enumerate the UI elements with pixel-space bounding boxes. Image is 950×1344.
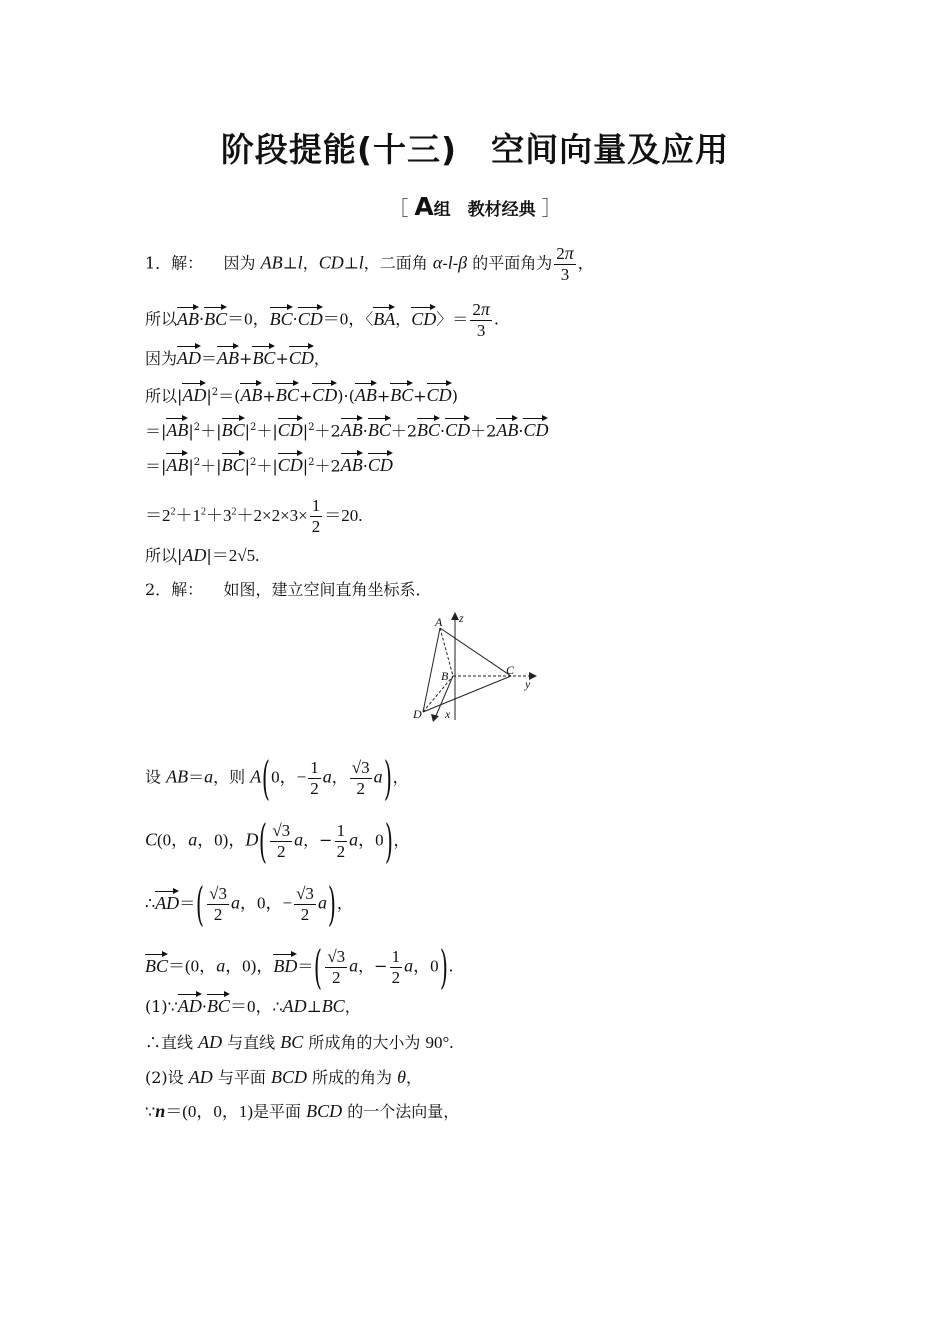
p1-line5: $=|AB|^2+|BC|^2+|CD|^2+2AB\cdot BC+2BC\cdot CD+2AB\cdot CD$ [145, 420, 549, 441]
label-D: D [413, 707, 422, 721]
p2-line8: (2)设 AD 与平面 BCD 所成的角为 θ， [145, 1067, 422, 1087]
p1-line6: $=|AB|^2+|BC|^2+|CD|^2+2AB\cdot CD$ [145, 455, 393, 476]
p2-line1: 2．解： 如图，建立空间直角坐标系． [145, 580, 432, 599]
p1-line1: 1．解： 因为 AB⊥l，CD⊥l，二面角 α-l-β 的平面角为 $\frac{2\pi}{3}$ ， [145, 243, 594, 284]
p2-line5: BC＝(0，a，0)，BD＝( $\frac{√3}{2}$ a，− $\frac{1}{2}$ a，0). [145, 940, 454, 994]
label-C: C [506, 663, 515, 677]
label-x: x [445, 707, 451, 721]
coordinate-figure [405, 610, 545, 725]
p2-line3: C(0，a，0)，D( $\frac{√3}{2}$ a，− $\frac{1}{2}$ a，0)， [145, 814, 410, 868]
p2-line6: (1)∵AD·BC＝0，∴AD⊥BC， [145, 996, 361, 1016]
page-title: 阶段提能(十三) 空间向量及应用 [220, 130, 730, 169]
label-B: B [441, 669, 449, 683]
label-z: z [459, 611, 464, 625]
p1-line2: 所以AB·BC＝0，BC·CD＝0，〈BA，CD〉＝ $\frac{2\pi}{3}$ . [145, 299, 499, 340]
p2-line7: ∴直线 AD 与直线 BC 所成角的大小为 90°. [145, 1032, 454, 1052]
p2-line9: ∵n＝(0，0，1)是平面 BCD 的一个法向量， [145, 1101, 460, 1121]
p1-line7: $=2^2+1^2+3^2+2\times 2\times 3\times$ $\frac{1}{2}$ ＝20. [145, 496, 363, 536]
p1-line3: 因为AD＝AB+BC+CD， [145, 348, 330, 368]
label-A: A [435, 615, 443, 629]
section-heading: ［ A组 教材经典 ］ [388, 192, 562, 221]
label-y: y [525, 677, 531, 691]
p1-line8: 所以|AD|＝2√5. [145, 545, 260, 565]
p2-line4: ∴AD＝( $\frac{√3}{2}$ a，0，− $\frac{√3}{2}$ a)， [145, 877, 353, 931]
p1-line4: 所以$|AD|^2=(AB+BC+CD)\cdot(AB+BC+CD)$ [145, 385, 458, 406]
edge-DC [423, 676, 511, 712]
edge-AD [423, 628, 440, 712]
group-letter: A [414, 192, 434, 221]
p2-line2: 设 AB＝a，则 A(0，− $\frac{1}{2}$ a， $\frac{√3}{2}$ a)， [145, 751, 409, 805]
